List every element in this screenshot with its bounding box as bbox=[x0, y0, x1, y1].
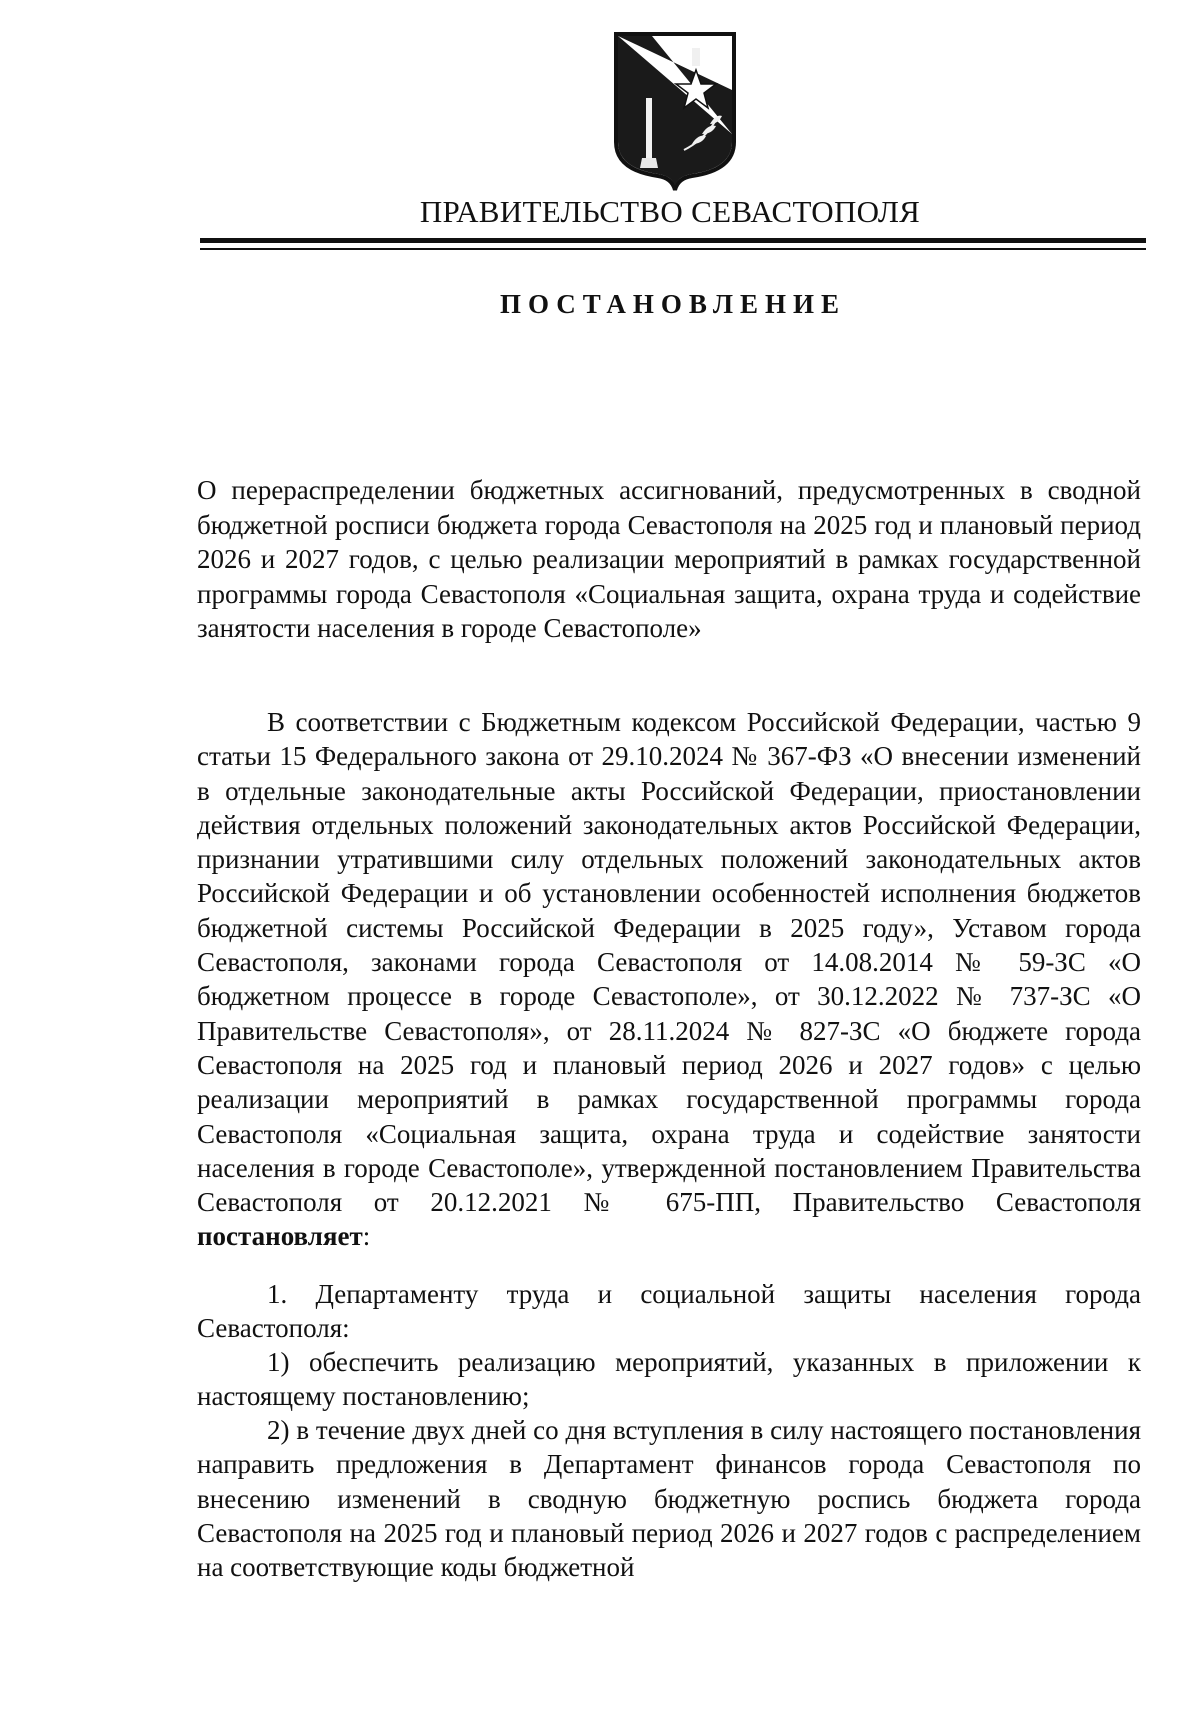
government-name: ПРАВИТЕЛЬСТВО СЕВАСТОПОЛЯ bbox=[419, 194, 921, 229]
document-type-title: ПОСТАНОВЛЕНИЕ bbox=[499, 289, 847, 319]
list-item: 1. Департаменту труда и социальной защиты населения города Севастополя: bbox=[197, 1279, 1141, 1344]
header-divider-thick bbox=[200, 238, 1146, 243]
preamble-paragraph bbox=[197, 705, 1141, 1254]
list-item: 1) обеспечить реализацию мероприятий, указанных в приложении к настоящему постановлению; bbox=[197, 1347, 1141, 1412]
document-subject: О перераспределении бюджетных ассигнований, предусмотренных в сводной бюджетной росписи бюджета города Севастополя на 2025 год и плановый период 2026 и 2027 годов, с целью реализации мероприятий в рамках государственной программы города Севастополя «Социальная защита, охрана труда и содействие занятости населения в городе Севастополе» bbox=[197, 475, 1141, 643]
preamble-text: В соответствии с Бюджетным кодексом Российской Федерации, частью 9 статьи 15 Федерального закона от 29.10.2024 № 367-ФЗ «О внесении изменений в отдельные законодательные акты Российской Федерации, приостановлении действия отдельных положений законодательных актов Российской Федерации, признании утратившими силу отдельных положений законодательных актов Российской Федерации и об установлении особенностей исполнения бюджетов бюджетной системы Российской Федерации в 2025 году», Уставом города Севастополя, законами города Севастополя от 14.08.2014 № 59-ЗС «О бюджетном процессе в городе Севастополе», от 30.12.2022 № 737-ЗС «О Правительстве Севастополя», от 28.11.2024 № 827-ЗС «О бюджете города Севастополя на 2025 год и плановый период 2026 и 2027 годов» с целью реализации мероприятий в рамках государственной программы города Севастополя «Социальная защита, охрана труда и содействие занятости населения в городе Севастополе», утвержденной постановлением Правительства Севастополя от 20.12.2021 № 675-ПП, Правительство Севастополя bbox=[197, 707, 1141, 1218]
decision-word: постановляет bbox=[197, 1221, 363, 1252]
list-item: 2) в течение двух дней со дня вступления в силу настоящего постановления направить предложения в Департамент финансов города Севастополя по внесению изменений в сводную бюджетную роспись бюджета города Севастополя на 2025 год и плановый период 2026 и 2027 годов с распределением на соответствующие коды бюджетной bbox=[197, 1415, 1141, 1583]
header-divider-thin bbox=[200, 248, 1146, 250]
sevastopol-coat-of-arms-icon bbox=[612, 30, 738, 192]
preamble-closing: : bbox=[362, 1221, 371, 1252]
